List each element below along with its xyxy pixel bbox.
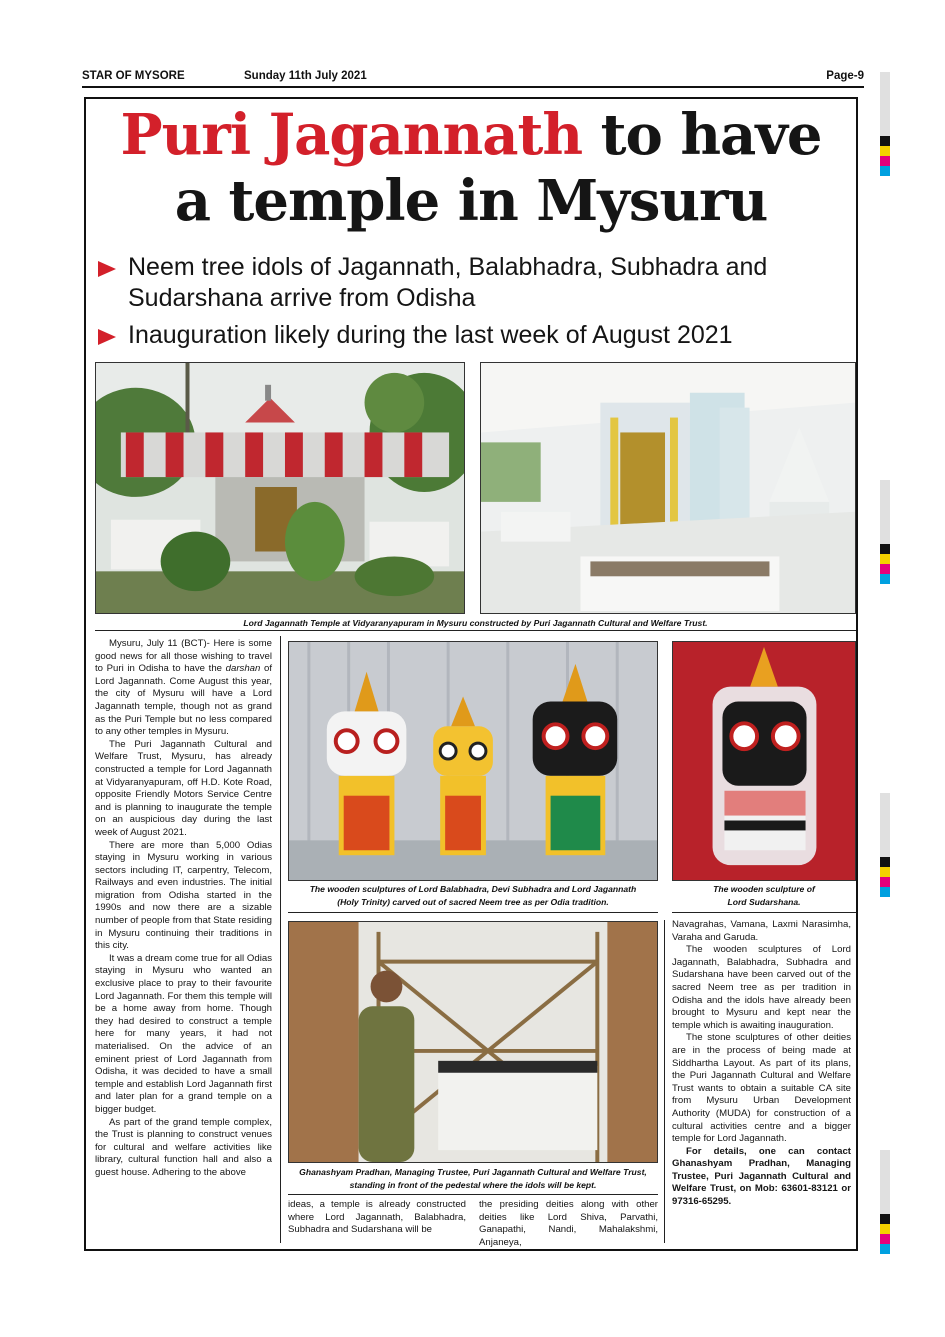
article-paragraph: The Puri Jagannath Cultural and Welfare Trust, Mysuru, has already constructed a temple for Lord Jagannath at Vidyaranyapuram, off H.D. Kote Road, opposite Friendly Motors Service Centre and is planning to inaugurate the temple on an auspicious day during the last week of August 2021.	[95, 738, 272, 838]
headline-red: Puri Jagannath	[120, 102, 583, 168]
caption-temple-photos: Lord Jagannath Temple at Vidyaranyapuram in Mysuru constructed by Puri Jagannath Cultural and Welfare Trust.	[243, 618, 708, 628]
article-paragraph: The stone sculptures of other deities are in the process of being made at Siddhartha Layout. As part of its plans, the Puri Jagannath Cultural and Welfare Trust wants to obtain a suitable CA site from Mysuru Urban Development Authority (MUDA) for construction of a cultural activities centre and a bigger temple for Lord Jagannath.	[672, 1032, 851, 1145]
caption-trinity-line1: The wooden sculptures of Lord Balabhadra, Devi Subhadra and Lord Jagannath	[309, 884, 637, 894]
article-italic-word: darshan	[225, 663, 261, 675]
temple-interior-photo	[480, 362, 856, 614]
headline	[86, 102, 856, 234]
bullet-item	[98, 252, 858, 314]
article-paragraph: the presiding deities along with other deities like Lord Shiva, Parvathi, Ganapathi, Nandi, Mahalakshmi, Anjaneya,	[479, 1199, 658, 1248]
section-rule	[95, 630, 856, 631]
article-paragraph: The wooden sculptures of Lord Jagannath, Balabhadra, Subhadra and Sudarshana have been carved out of the sacred Neem tree as per tradition in Odisha and the idols have already been brought to Mysuru and kept near the temple which is awaiting inauguration.	[672, 944, 851, 1031]
triangle-bullet-icon	[98, 261, 116, 277]
triangle-bullet-icon	[98, 329, 116, 345]
article-column-4	[672, 919, 851, 1244]
sudarshana-idol-photo	[672, 641, 856, 881]
registration-marks	[880, 72, 890, 176]
column-divider	[280, 636, 281, 1243]
article-paragraph: There are more than 5,000 Odias staying in Mysuru working in various sectors including IT, carpentry, Telecom, Railways and even industries. The initial migration from Odisha started in the 1990s and now there are a sizable number of people from that State residing in Mysuru continuing their traditions in this city.	[95, 839, 272, 952]
headline-black-2: a temple in Mysuru	[174, 168, 768, 234]
article-lead-cont: of Lord Jagannath. Come August this year, the city of Mysuru will have a Lord Jagannath temple, though not as grand as the Puri Temple but no less compared to any other temples in Mysuru.	[95, 663, 272, 738]
registration-marks	[880, 1150, 890, 1254]
caption-pradhan-line2: standing in front of the pedestal where the idols will be kept.	[349, 1180, 597, 1190]
caption-sudarshana	[672, 883, 856, 909]
newspaper-name: STAR OF MYSORE	[82, 70, 185, 82]
caption-trinity	[288, 883, 658, 909]
caption-sudarshana-line1: The wooden sculpture of	[713, 884, 815, 894]
caption-rule	[288, 912, 658, 913]
headline-black-1: to have	[600, 102, 822, 168]
column-divider	[664, 920, 665, 1243]
article-column-1	[95, 638, 272, 1243]
masthead	[82, 68, 864, 86]
article-paragraph: As part of the grand temple complex, the Trust is planning to construct venues for cultural and welfare activities like library, cultural function hall and also a guest house. Adhering to the above	[95, 1116, 272, 1178]
article-paragraph: Navagrahas, Vamana, Laxmi Narasimha, Varaha and Garuda.	[672, 919, 851, 943]
page-number: Page-9	[826, 70, 864, 82]
caption-rule	[288, 1194, 658, 1195]
article-paragraph: It was a dream come true for all Odias staying in Mysuru who wanted an exclusive place to pray to their favourite Lord Jagannath. For them this temple will be a home away from home. Though they had desired to construct a temple here for many years, it had not materialised. On the advice of an eminent priest of Lord Jagannath from Odisha, it was decided to have a small temple and establish Lord Jagannath first and later plan for a grand temple on a bigger budget.	[95, 952, 272, 1115]
caption-pradhan	[288, 1166, 658, 1192]
article-lead: Mysuru, July 11 (BCT)- Here is some good news for all those wishing to travel to Puri in Odisha to have the	[95, 638, 272, 675]
trinity-idols-photo	[288, 641, 658, 881]
registration-marks	[880, 793, 890, 897]
pradhan-photo	[288, 921, 658, 1163]
contact-details: For details, one can contact Ghanashyam Pradhan, Managing Trustee, Puri Jagannath Cultural and Welfare Trust, on Mob: 63601-83121 or 97316-65295.	[672, 1145, 851, 1208]
registration-marks	[880, 480, 890, 584]
temple-exterior-photo	[95, 362, 465, 614]
article-column-2	[288, 1199, 466, 1244]
article-column-3	[479, 1199, 658, 1248]
caption-trinity-line2: (Holy Trinity) carved out of sacred Neem tree as per Odia tradition.	[337, 897, 609, 907]
caption-pradhan-line1: Ghanashyam Pradhan, Managing Trustee, Puri Jagannath Cultural and Welfare Trust,	[299, 1167, 647, 1177]
subheadline-bullets	[98, 252, 858, 357]
masthead-rule	[82, 86, 864, 88]
caption-sudarshana-line2: Lord Sudarshana.	[727, 897, 801, 907]
caption-rule	[672, 912, 856, 913]
issue-date: Sunday 11th July 2021	[244, 70, 367, 82]
bullet-text: Neem tree idols of Jagannath, Balabhadra, Subhadra and Sudarshana arrive from Odisha	[128, 253, 768, 312]
article-paragraph: ideas, a temple is already constructed where Lord Jagannath, Balabhadra, Subhadra and Sudarshana will be	[288, 1199, 466, 1236]
bullet-item	[98, 320, 858, 351]
bullet-text: Inauguration likely during the last week of August 2021	[128, 321, 733, 349]
